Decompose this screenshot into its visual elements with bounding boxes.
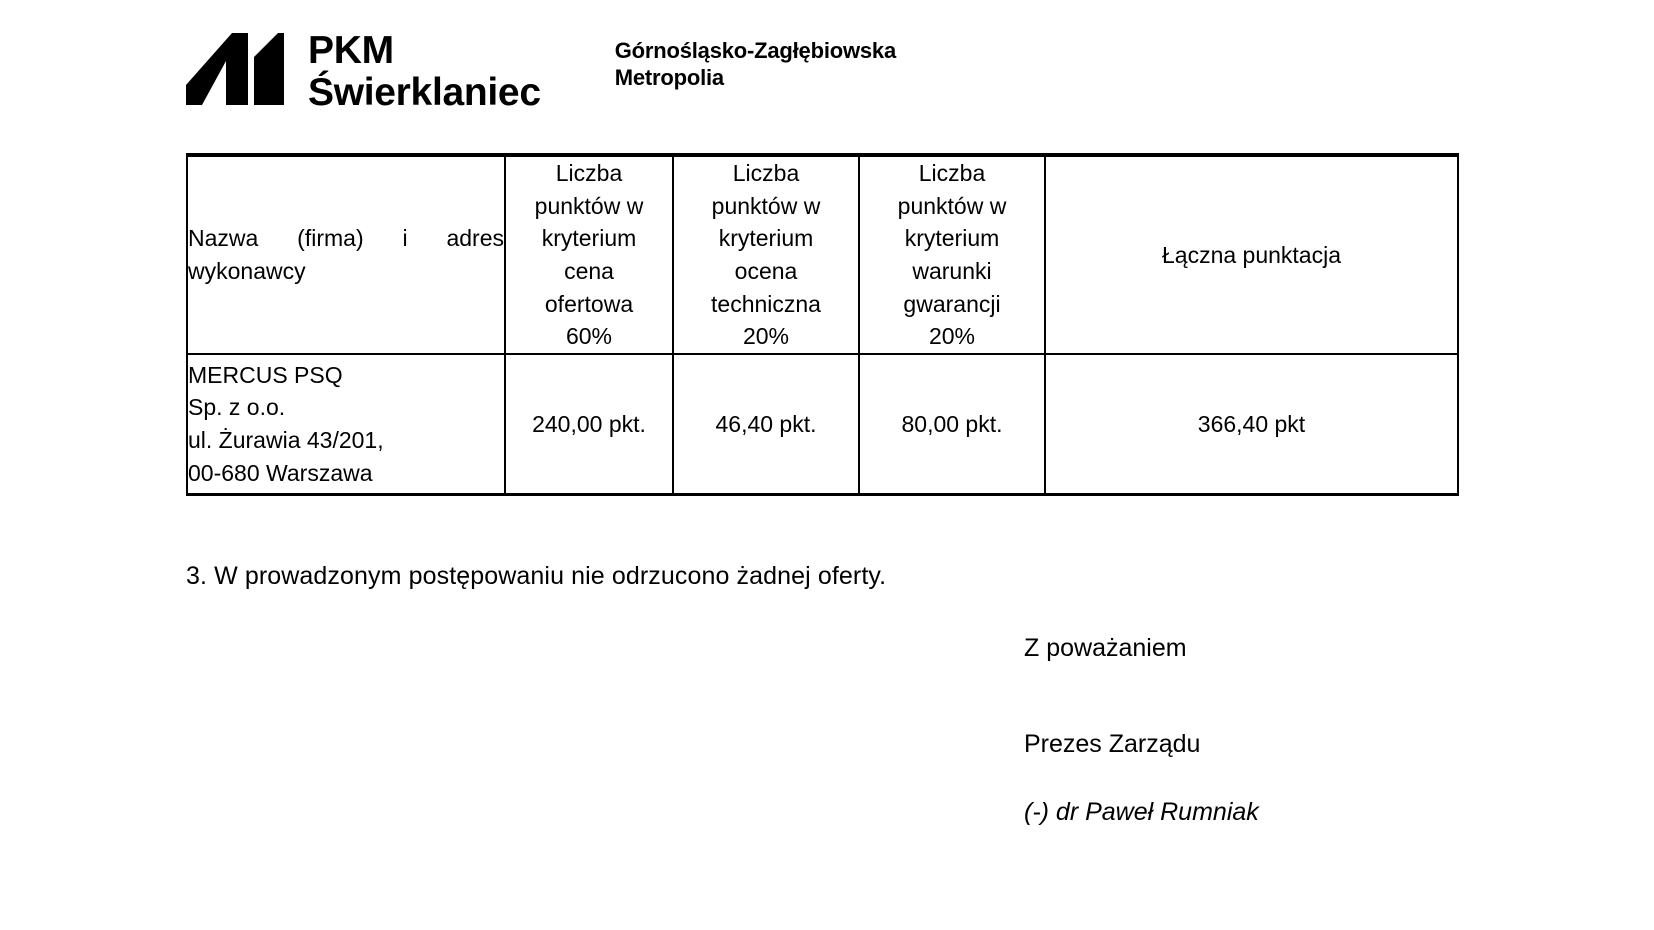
table-row [187, 354, 1458, 495]
paragraph-3: 3. W prowadzonym postępowaniu nie odrzucono żadnej oferty. [186, 562, 887, 590]
header-technical-line-2: punktów w [711, 192, 821, 219]
contractor-line-4: 00-680 Warszawa [188, 459, 373, 486]
metropolia-wordmark [615, 38, 896, 92]
header-cell-name [187, 155, 505, 354]
brand-line-1: PKM [308, 29, 394, 72]
contractor-line-3: ul. Żurawia 43/201, [188, 427, 384, 453]
signature-regards: Z poważaniem [1024, 634, 1187, 662]
header-cell-total: Łączna punktacja [1045, 155, 1458, 354]
header-technical-line-4: ocena [734, 258, 798, 284]
header-warranty-line-5: gwarancji [903, 290, 1001, 317]
partner-line-1: Górnośląsko-Zagłębiowska [614, 38, 896, 63]
header-warranty-line-2: punktów w [897, 192, 1007, 219]
header-price-line-6: 60% [565, 323, 613, 350]
pkm-wordmark [308, 30, 541, 114]
header-warranty-line-4: warunki [912, 258, 992, 284]
header-name-line-2: wykonawcy [188, 258, 306, 284]
header-cell-warranty [859, 155, 1045, 354]
contractor-line-1: MERCUS PSQ [188, 361, 343, 388]
pkm-m-mark-logo-icon [186, 33, 284, 105]
cell-contractor-name [187, 354, 505, 495]
pkm-logo [186, 30, 541, 114]
header-technical-line-6: 20% [742, 323, 790, 350]
brand-line-2: Świerklaniec [308, 71, 541, 115]
header-price-line-3: kryterium [541, 225, 637, 252]
contractor-line-2: Sp. z o.o. [188, 394, 286, 421]
header-name-line-1: Nazwa (firma) i adres [188, 225, 504, 252]
letterhead [186, 30, 896, 114]
header-warranty-line-1: Liczba [918, 160, 986, 187]
header-price-line-2: punktów w [534, 192, 644, 219]
cell-technical-points: 46,40 pkt. [673, 354, 859, 495]
offer-evaluation-table [186, 153, 1459, 496]
header-technical-line-5: techniczna [711, 290, 821, 317]
header-technical-line-3: kryterium [718, 225, 814, 252]
cell-warranty-points: 80,00 pkt. [859, 354, 1045, 495]
header-technical-line-1: Liczba [732, 160, 800, 187]
header-price-line-1: Liczba [555, 160, 623, 187]
header-warranty-line-3: kryterium [904, 225, 1000, 252]
cell-price-points: 240,00 pkt. [505, 354, 673, 495]
header-cell-technical [673, 155, 859, 354]
signature-name: (-) dr Paweł Rumniak [1024, 798, 1259, 826]
signature-role: Prezes Zarządu [1024, 730, 1201, 758]
header-warranty-line-6: 20% [928, 323, 976, 350]
cell-total-points: 366,40 pkt [1045, 354, 1458, 495]
header-cell-price [505, 155, 673, 354]
table-header-row [187, 155, 1458, 354]
header-price-line-4: cena [564, 258, 614, 284]
partner-line-2: Metropolia [614, 64, 724, 90]
header-price-line-5: ofertowa [544, 290, 634, 317]
